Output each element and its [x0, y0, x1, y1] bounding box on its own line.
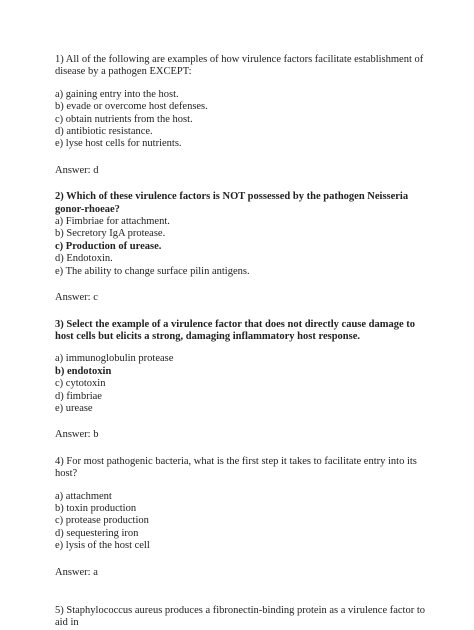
question-1-option-e: e) lyse host cells for nutrients.	[55, 138, 182, 150]
question-1-option-c: c) obtain nutrients from the host.	[55, 113, 193, 125]
question-3-answer: Answer: b	[55, 429, 99, 441]
question-2-option-c: c) Production of urease.	[55, 240, 162, 252]
question-3-option-c: c) cytotoxin	[55, 378, 106, 390]
question-4-option-e: e) lysis of the host cell	[55, 540, 150, 552]
question-1-option-d: d) antibiotic resistance.	[55, 126, 153, 138]
question-2-option-a: a) Fimbriae for attachment.	[55, 216, 170, 228]
question-2-option-b: b) Secretory IgA protease.	[55, 228, 166, 240]
question-3-option-d: d) fimbriae	[55, 390, 102, 402]
question-2-stem: 2) Which of these virulence factors is NOT possessed by the pathogen Neisseria gonor-rhoeae?	[55, 191, 409, 215]
question-1-option-a: a) gaining entry into the host.	[55, 88, 179, 100]
question-3-option-a: a) immunoglobulin protease	[55, 353, 174, 365]
question-4-option-a: a) attachment	[55, 490, 112, 502]
question-3-option-b: b) endotoxin	[55, 365, 112, 377]
question-3-stem: 3) Select the example of a virulence factor that does not directly cause damage to host cells but elicits a strong, damaging inflammatory host response.	[55, 318, 416, 342]
question-4-option-b: b) toxin production	[55, 502, 137, 514]
question-3-option-e: e) urease	[55, 402, 93, 414]
question-5-stem: 5) Staphylococcus aureus produces a fibronectin-binding protein as a virulence factor to aid in	[55, 605, 425, 629]
question-1-answer: Answer: d	[55, 164, 99, 176]
question-4-option-d: d) sequestering iron	[55, 527, 139, 539]
question-1-stem: 1) All of the following are examples of how virulence factors facilitate establishment of disease by a pathogen EXCEPT:	[55, 54, 424, 78]
document-page	[55, 54, 425, 630]
question-4-answer: Answer: a	[55, 566, 98, 578]
question-4-option-c: c) protease production	[55, 515, 149, 527]
question-2-option-d: d) Endotoxin.	[55, 253, 113, 265]
question-2-option-e: e) The ability to change surface pilin antigens.	[55, 265, 250, 277]
question-2-answer: Answer: c	[55, 292, 98, 304]
question-4-stem: 4) For most pathogenic bacteria, what is the first step it takes to facilitate entry into its host?	[55, 455, 417, 480]
question-1-option-b: b) evade or overcome host defenses.	[55, 101, 208, 113]
